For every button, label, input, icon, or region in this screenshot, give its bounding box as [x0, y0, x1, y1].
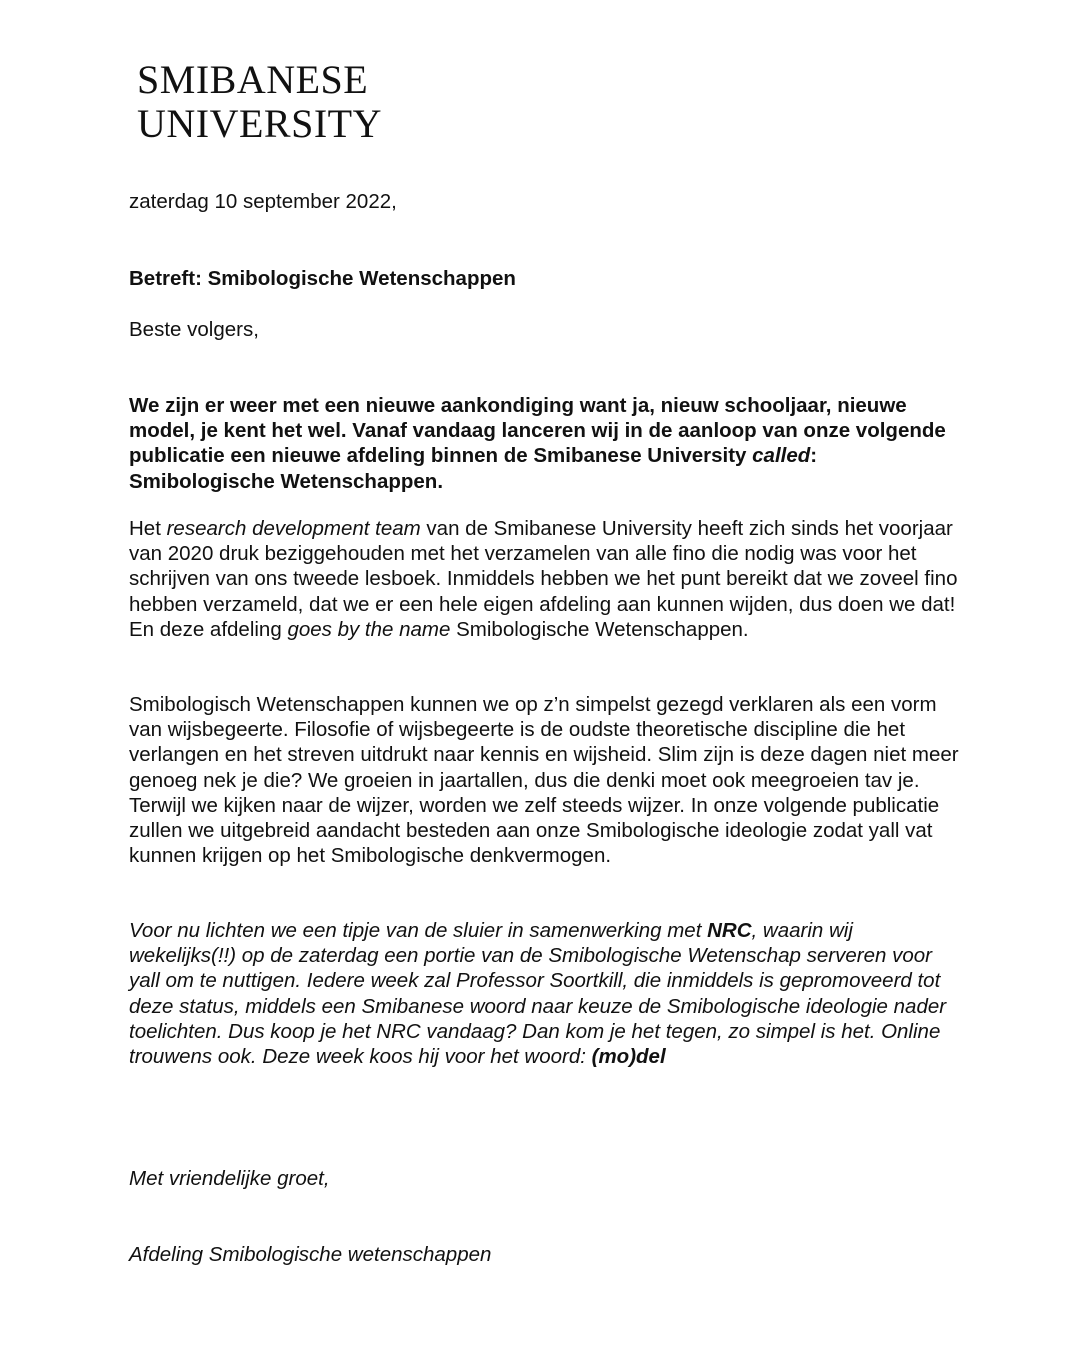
p1-italic-1: research development team: [166, 517, 421, 540]
letter-date: zaterdag 10 september 2022,: [129, 190, 397, 213]
paragraph-nrc: [129, 918, 959, 1069]
p3-text-2: , waarin wij wekelijks(!!) op de zaterdag een portie van de Smibologische Wetenschap serveren voor yall om te nuttigen. Iedere week zal Professor Soortkill, die inmiddels is gepromoveerd tot deze status, middels een Smibanese woord naar keuze de Smibologische ideologie nader toelichten. Dus koop je het NRC vandaag? Dan kom je het tegen, zo simpel is het. Online trouwens ook. Deze week koos hij voor het woord:: [129, 919, 947, 1069]
logo-line-2: UNIVERSITY: [137, 101, 382, 146]
letter-signature: Afdeling Smibologische wetenschappen: [129, 1243, 492, 1266]
letter-greeting: Beste volgers,: [129, 318, 259, 341]
p3-text-1: Voor nu lichten we een tipje van de sluier in samenwerking met: [129, 919, 708, 942]
p1-italic-2: goes by the name: [287, 617, 451, 641]
letter-subject: Betreft: Smibologische Wetenschappen: [129, 267, 516, 290]
intro-italic-called: called: [752, 444, 811, 468]
intro-text-2: : Smibologische Wetenschappen.: [129, 444, 818, 493]
p1-text-3: Smibologische Wetenschappen.: [450, 617, 749, 641]
p1-text-2: van de Smibanese University heeft zich sinds het voorjaar van 2020 druk beziggehouden met het verzamelen van alle fino die nodig was voor het schrijven van ons tweede lesboek. Inmiddels hebben we het punt bereikt dat we zoveel fino hebben verzameld, dat we er een hele eigen afdeling aan kunnen wijden, dus doen we dat! En deze afdeling: [129, 517, 958, 641]
intro-paragraph: [129, 393, 959, 494]
university-logo: [137, 58, 382, 146]
paragraph-philosophy: Smibologisch Wetenschappen kunnen we op z’n simpelst gezegd verklaren als een vorm van wijsbegeerte. Filosofie of wijsbegeerte is de oudste theoretische discipline die het verlangen en het streven uitdrukt naar kennis en wijsheid. Slim zijn is deze dagen niet meer genoeg nek je die? We groeien in jaartallen, dus die denki moet ook meegroeien tav je. Terwijl we kijken naar de wijzer, worden we zelf steeds wijzer. In onze volgende publicatie zullen we uitgebreid aandacht besteden aan onze Smibologische ideologie zodat yall vat kunnen krijgen op het Smibologische denkvermogen.: [129, 693, 959, 868]
intro-text-1: We zijn er weer met een nieuwe aankondiging want ja, nieuw schooljaar, nieuwe model, je kent het wel. Vanaf vandaag lanceren wij in de aanloop van onze volgende publicatie een nieuwe afdeling binnen de Smibanese University: [129, 394, 946, 468]
p3-bold-nrc: NRC: [707, 919, 752, 942]
p3-bold-word: (mo)del: [591, 1045, 666, 1069]
letter-closing: Met vriendelijke groet,: [129, 1167, 330, 1190]
logo-line-1: SMIBANESE: [137, 57, 369, 102]
p1-text-1: Het: [129, 517, 167, 540]
paragraph-research-team: [129, 516, 959, 642]
